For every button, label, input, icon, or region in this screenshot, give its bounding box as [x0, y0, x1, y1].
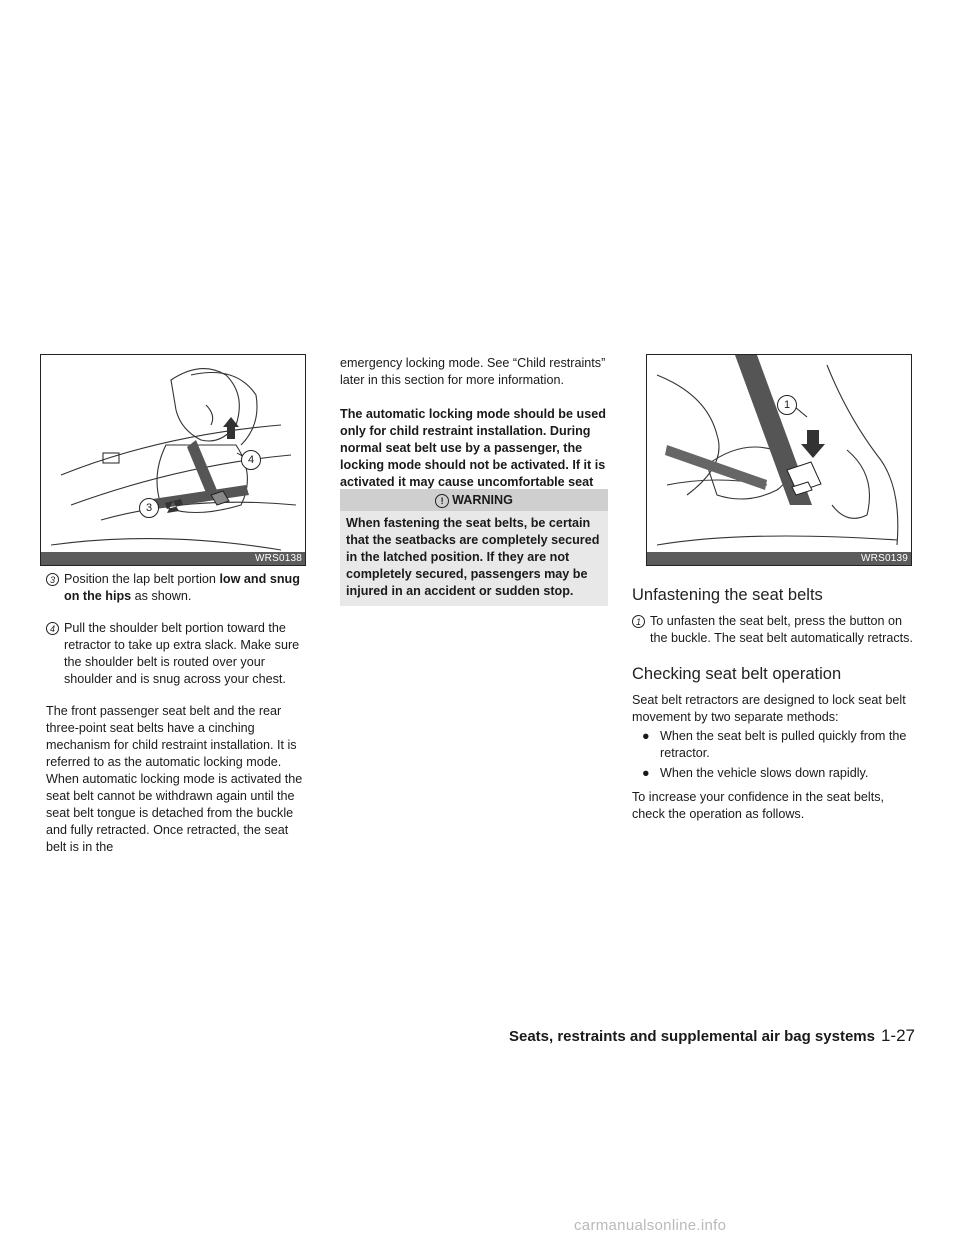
- section-title: Seats, restraints and supplemental air bag systems: [508, 1028, 875, 1045]
- buckle-illustration: [647, 355, 911, 565]
- callout-1: 1: [777, 395, 797, 415]
- watermark: carmanualsonline.info: [574, 1217, 727, 1234]
- step-3: [46, 571, 308, 605]
- step-1-text: To unfasten the seat belt, press the button on the buckle. The seat belt automatically retracts.: [650, 614, 913, 645]
- figure-unfasten-buckle: [646, 354, 912, 566]
- warning-label: WARNING: [452, 493, 513, 507]
- step-1: [632, 613, 914, 647]
- step-3-text: Position the lap belt portion: [64, 572, 220, 586]
- figure-child-seatbelt: [40, 354, 306, 566]
- paragraph-cinching: The front passenger seat belt and the rear three-point seat belts have a cinching mechanism for child restraint installation. It is referred to as the automatic locking mode.: [46, 704, 297, 769]
- warning-icon: !: [435, 494, 449, 508]
- heading-unfastening: Unfastening the seat belts: [632, 586, 823, 604]
- bullet-item: [642, 765, 914, 782]
- step-3-emphasis: low and snug on the hips: [64, 572, 300, 603]
- warning-header: [340, 489, 608, 511]
- paragraph-auto-locking-note: The automatic locking mode should be used only for child restraint installation. During normal seat belt use by a passenger, the locking mode should not be activated. If it is activated it may cause uncomfortable seat: [340, 407, 606, 489]
- figure-code: WRS0139: [858, 552, 911, 565]
- figure-code: WRS0138: [252, 552, 305, 565]
- seatbelt-illustration: [41, 355, 305, 565]
- step-4-text: Pull the shoulder belt portion toward the retractor to take up extra slack. Make sure the shoulder belt is routed over your shoulder and is snug across your chest.: [64, 621, 300, 686]
- arrow-down-icon: [801, 430, 825, 458]
- step-3-tail: as shown.: [131, 589, 192, 603]
- warning-body: When fastening the seat belts, be certain that the seatbacks are completely secured in the latched position. If they are not completely secured, passengers may be injured in an accident or sudden stop.: [340, 511, 608, 606]
- step-4: [46, 620, 308, 688]
- step-number-1: 1: [632, 615, 645, 628]
- heading-checking: Checking seat belt operation: [632, 665, 842, 683]
- bullet-dot: ●: [642, 729, 650, 743]
- paragraph-emergency-locking: emergency locking mode. See “Child restraints” later in this section for more information.: [340, 356, 606, 387]
- bullet-dot: ●: [642, 766, 650, 780]
- page-footer: [495, 1026, 915, 1047]
- callout-3: 3: [139, 498, 159, 518]
- bullet-text: When the vehicle slows down rapidly.: [660, 766, 869, 780]
- step-number-4: 4: [46, 622, 59, 635]
- bullet-item: [642, 728, 914, 762]
- paragraph-retractors: Seat belt retractors are designed to lock seat belt movement by two separate methods:: [632, 693, 906, 724]
- page-number: 1-27: [880, 1026, 915, 1045]
- step-number-3: 3: [46, 573, 59, 586]
- paragraph-auto-locking: When automatic locking mode is activated the seat belt cannot be withdrawn again until the seat belt tongue is detached from the buckle and fully retracted. Once retracted, the seat belt is in the: [46, 772, 303, 854]
- bullet-text: When the seat belt is pulled quickly from the retractor.: [660, 729, 907, 760]
- paragraph-confidence: To increase your confidence in the seat belts, check the operation as follows.: [632, 790, 885, 821]
- callout-4: 4: [241, 450, 261, 470]
